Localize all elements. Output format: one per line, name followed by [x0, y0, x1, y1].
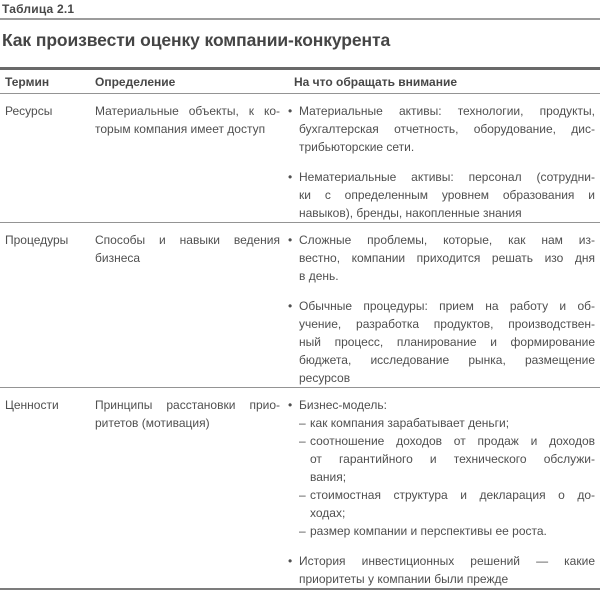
text-line: ресурсов [299, 371, 351, 385]
sub-item-body [310, 432, 595, 486]
note-item [288, 552, 595, 588]
dash-marker: – [299, 524, 306, 538]
text-line: Сложные проблемы, которые, как нам из- [299, 233, 595, 247]
sub-item-body [310, 522, 595, 540]
bullet-marker: • [288, 299, 293, 313]
text-line: Материальные активы: технологии, продукты, [299, 104, 595, 118]
term-cell: Процедуры [5, 233, 69, 247]
table-caption: Таблица 2.1 [2, 2, 75, 16]
caption-rule [0, 18, 600, 20]
text-line: Материальные объекты, к ко- [95, 104, 280, 118]
notes-cell [288, 102, 595, 222]
dash-marker: – [299, 488, 306, 502]
text-line: от гарантийного и технического обслужи- [310, 452, 595, 466]
definition-cell [95, 396, 280, 588]
note-body [299, 102, 595, 156]
text-line: учение, разработка продуктов, производствен- [299, 317, 595, 331]
column-header-definition: Определение [95, 74, 176, 89]
text-line: бизнеса [95, 251, 141, 265]
note-body [299, 297, 595, 387]
term-cell: Ресурсы [5, 104, 53, 118]
note-item [288, 297, 595, 387]
text-line: ходах; [310, 506, 346, 520]
table-body [0, 94, 600, 588]
bullet-marker: • [288, 104, 293, 118]
text-line: бухгалтерская отчетность, оборудование, дис- [299, 122, 595, 136]
dash-marker: – [299, 434, 306, 448]
sub-item [299, 522, 595, 540]
text-line: ритетов (мотивация) [95, 416, 210, 430]
dash-marker: – [299, 416, 306, 430]
note-item [288, 231, 595, 285]
bullet-marker: • [288, 554, 293, 568]
text-line: навыков), бренды, накопленные знания [299, 206, 522, 220]
text-line: Бизнес-модель: [299, 398, 387, 412]
note-body [299, 168, 595, 222]
text-line: История инвестиционных решений — какие [299, 554, 595, 568]
sub-item [299, 486, 595, 522]
table-header-row [0, 70, 600, 89]
sub-item [299, 432, 595, 486]
text-line: ный процесс, планирование и формирование [299, 335, 595, 349]
note-body [299, 396, 595, 540]
table-row [0, 223, 600, 387]
text-line: соотношение доходов от продаж и доходов [310, 434, 595, 448]
text-line: вания; [310, 470, 347, 484]
text-line: Способы и навыки ведения [95, 233, 280, 247]
term-cell: Ценности [5, 398, 59, 412]
note-item [288, 102, 595, 156]
sub-item-body [310, 486, 595, 522]
note-item [288, 168, 595, 222]
text-line: трибьюторские сети. [299, 140, 415, 154]
table-row [0, 388, 600, 588]
table-row [0, 94, 600, 222]
column-header-term: Термин [5, 74, 50, 89]
document-page [0, 3, 600, 590]
bullet-marker: • [288, 398, 293, 412]
note-body [299, 231, 595, 285]
table-title: Как произвести оценку компании-конкурента [2, 29, 391, 50]
text-line: ки с определенным уровнем образования и [299, 188, 595, 202]
definition-cell [95, 231, 280, 387]
definition-cell [95, 102, 280, 222]
bullet-marker: • [288, 170, 293, 184]
text-line: приоритеты у компании были прежде [299, 572, 509, 586]
text-line: стоимостная структура и декларация о до- [310, 488, 595, 502]
text-line: Обычные процедуры: прием на работу и об- [299, 299, 595, 313]
notes-cell [288, 396, 595, 588]
text-line: как компания зарабатывает деньги; [310, 416, 510, 430]
notes-cell [288, 231, 595, 387]
text-line: торым компания имеет доступ [95, 122, 266, 136]
text-line: Нематериальные активы: персонал (сотрудни- [299, 170, 595, 184]
text-line: Принципы расстановки прио- [95, 398, 280, 412]
text-line: в день. [299, 269, 339, 283]
text-line: размер компании и перспективы ее роста. [310, 524, 547, 538]
text-line: бюджета, исследование рынка, размещение [299, 353, 595, 367]
sub-item-body [310, 414, 595, 432]
note-body [299, 552, 595, 588]
sub-item [299, 414, 595, 432]
bullet-marker: • [288, 233, 293, 247]
note-item [288, 396, 595, 540]
text-line: вестно, компании приходится решать изо дня [299, 251, 595, 265]
column-header-notes: На что обращать внимание [294, 74, 457, 89]
